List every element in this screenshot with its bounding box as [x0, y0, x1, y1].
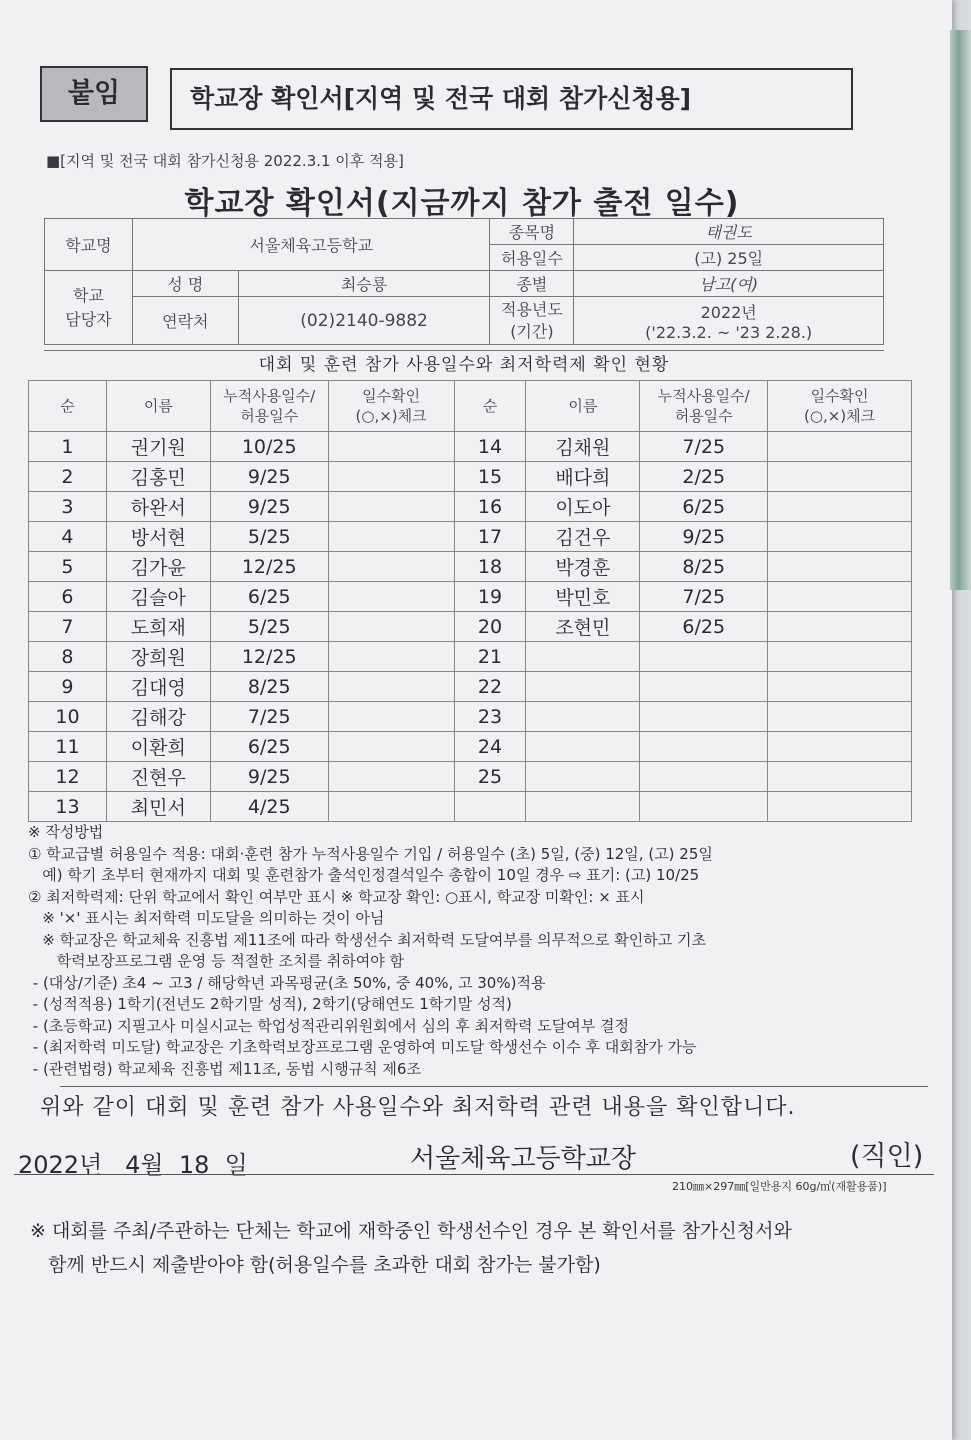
roster-header-cell: 순 [29, 381, 107, 432]
check-cell [768, 702, 912, 732]
check-cell [328, 492, 454, 522]
document-heading-box: 학교장 확인서[지역 및 전국 대회 참가신청용] [170, 68, 853, 130]
divider [14, 1174, 934, 1175]
roster-header-cell: 일수확인 (○,×)체크 [328, 381, 454, 432]
sport-value: 태권도 [574, 219, 884, 245]
student-no: 17 [454, 522, 526, 552]
student-no: 20 [454, 612, 526, 642]
table-row [29, 702, 912, 732]
student-name: 김건우 [526, 522, 640, 552]
student-name: 진현우 [106, 762, 210, 792]
student-name: 이환희 [106, 732, 210, 762]
student-no: 14 [454, 432, 526, 462]
roster-header-cell: 이름 [526, 381, 640, 432]
student-name [526, 642, 640, 672]
manager-label: 학교 담당자 [45, 271, 133, 345]
student-no [454, 792, 526, 822]
check-cell [768, 792, 912, 822]
student-name: 장희원 [106, 642, 210, 672]
allowed-days-label: 허용일수 [490, 245, 574, 271]
year-value: 2022년 [700, 302, 757, 322]
year-label: 적용년도 (기간) [490, 297, 574, 345]
instruction-line: - (대상/기준) 초4 ~ 고3 / 해당학년 과목평균(초 50%, 중 40%, 고 30%)적용 [28, 973, 546, 992]
principal-name: 서울체육고등학교장 [410, 1144, 637, 1174]
student-name: 조현민 [526, 612, 640, 642]
official-seal-mark: (직인) [850, 1141, 924, 1172]
student-no: 3 [29, 492, 107, 522]
student-days: 9/25 [210, 462, 328, 492]
student-no: 2 [29, 462, 107, 492]
student-name [526, 792, 640, 822]
paper-spec: 210㎜×297㎜[일반용지 60g/㎡(재활용품)] [672, 1180, 887, 1193]
applicability-note: ■[지역 및 전국 대회 참가신청용 2022.3.1 이후 적용] [46, 152, 404, 170]
student-name: 방서현 [106, 522, 210, 552]
table-row [29, 492, 912, 522]
instruction-line: ① 학교급별 허용일수 적용: 대회·훈련 참가 누적사용일수 기입 / 허용일수 (초) 5일, (중) 12일, (고) 25일 [28, 844, 713, 863]
check-cell [768, 582, 912, 612]
student-days: 6/25 [640, 492, 768, 522]
student-name: 배다희 [526, 462, 640, 492]
check-cell [768, 462, 912, 492]
table-row [29, 642, 912, 672]
student-no: 22 [454, 672, 526, 702]
check-cell [768, 522, 912, 552]
background-page-edge [950, 30, 971, 590]
check-cell [328, 792, 454, 822]
student-name: 김대영 [106, 672, 210, 702]
student-no: 4 [29, 522, 107, 552]
submission-note [30, 1214, 930, 1282]
student-name: 이도아 [526, 492, 640, 522]
gender-label: 종별 [490, 271, 574, 297]
instruction-line: ※ 작성방법 [28, 823, 104, 841]
sport-label: 종목명 [490, 219, 574, 245]
roster-header-cell: 누적사용일수/ 허용일수 [640, 381, 768, 432]
student-no: 1 [29, 432, 107, 462]
page-title: 학교장 확인서(지금까지 참가 출전 일수) [184, 186, 740, 221]
table-row [29, 462, 912, 492]
submission-note-line: 함께 반드시 제출받아야 함(허용일수를 초과한 대회 참가는 불가함) [30, 1254, 601, 1276]
student-days: 5/25 [210, 612, 328, 642]
student-name [526, 762, 640, 792]
writing-instructions [28, 822, 928, 1080]
student-days: 7/25 [640, 432, 768, 462]
student-days: 2/25 [640, 462, 768, 492]
gender-value: 남고(여) [574, 271, 884, 297]
roster-header-cell: 일수확인 (○,×)체크 [768, 381, 912, 432]
check-cell [768, 432, 912, 462]
student-no: 23 [454, 702, 526, 732]
student-days: 6/25 [640, 612, 768, 642]
student-no: 19 [454, 582, 526, 612]
student-no: 16 [454, 492, 526, 522]
school-name-label: 학교명 [45, 219, 133, 271]
student-days [640, 702, 768, 732]
check-cell [768, 732, 912, 762]
student-name: 최민서 [106, 792, 210, 822]
instruction-line: - (성적적용) 1학기(전년도 2학기말 성적), 2학기(당해연도 1학기말 성적) [28, 995, 512, 1013]
student-no: 8 [29, 642, 107, 672]
student-name: 하완서 [106, 492, 210, 522]
table-row [29, 612, 912, 642]
student-no: 21 [454, 642, 526, 672]
contact-label: 연락처 [132, 297, 238, 345]
instruction-line: ② 최저학력제: 단위 학교에서 확인 여부만 표시 ※ 학교장 확인: ○표시, 학교장 미확인: × 표시 [28, 887, 645, 906]
check-cell [328, 732, 454, 762]
student-no: 24 [454, 732, 526, 762]
school-name-value: 서울체육고등학교 [132, 219, 490, 271]
check-cell [328, 582, 454, 612]
student-no: 12 [29, 762, 107, 792]
instruction-line: - (초등학교) 지필고사 미실시교는 학업성적관리위원회에서 심의 후 최저학력 도달여부 결정 [28, 1016, 629, 1035]
name-label: 성 명 [132, 271, 238, 297]
student-no: 6 [29, 582, 107, 612]
student-days: 5/25 [210, 522, 328, 552]
check-cell [768, 492, 912, 522]
student-days [640, 672, 768, 702]
student-days [640, 732, 768, 762]
year-cell [574, 297, 884, 345]
student-no: 5 [29, 552, 107, 582]
student-no: 7 [29, 612, 107, 642]
table-row [29, 672, 912, 702]
student-days: 6/25 [210, 732, 328, 762]
table-row [29, 552, 912, 582]
student-name: 권기원 [106, 432, 210, 462]
roster-banner: 대회 및 훈련 참가 사용일수와 최저학력제 확인 현황 [44, 350, 884, 379]
attachment-tag: 붙임 [40, 66, 148, 122]
student-days [640, 642, 768, 672]
roster-header-cell: 누적사용일수/ 허용일수 [210, 381, 328, 432]
student-days [640, 762, 768, 792]
student-roster-table [28, 380, 912, 822]
period-value: ('22.3.2. ~ '23 2.28.) [645, 322, 813, 342]
check-cell [328, 462, 454, 492]
student-name [526, 702, 640, 732]
student-name [526, 732, 640, 762]
student-name [526, 672, 640, 702]
confirmation-statement: 위와 같이 대회 및 훈련 참가 사용일수와 최저학력 관련 내용을 확인합니다. [40, 1095, 796, 1120]
check-cell [328, 642, 454, 672]
student-no: 9 [29, 672, 107, 702]
check-cell [768, 762, 912, 792]
student-name: 김해강 [106, 702, 210, 732]
roster-header-cell: 이름 [106, 381, 210, 432]
student-days: 4/25 [210, 792, 328, 822]
table-row [29, 582, 912, 612]
student-name: 김홍민 [106, 462, 210, 492]
table-row [29, 732, 912, 762]
check-cell [328, 702, 454, 732]
student-no: 15 [454, 462, 526, 492]
check-cell [768, 552, 912, 582]
check-cell [328, 432, 454, 462]
contact-value: (02)2140-9882 [238, 297, 490, 345]
student-days: 9/25 [640, 522, 768, 552]
check-cell [768, 612, 912, 642]
student-days: 9/25 [210, 492, 328, 522]
student-no: 18 [454, 552, 526, 582]
instruction-line: 학력보장프로그램 운영 등 적절한 조치를 취하여야 함 [28, 952, 404, 970]
student-days [640, 792, 768, 822]
student-no: 10 [29, 702, 107, 732]
student-name: 박민호 [526, 582, 640, 612]
table-row [29, 432, 912, 462]
check-cell [328, 612, 454, 642]
table-row [29, 792, 912, 822]
instruction-line: ※ '×' 표시는 최저학력 미도달을 의미하는 것이 아님 [28, 909, 385, 927]
check-cell [328, 762, 454, 792]
check-cell [328, 672, 454, 702]
student-name: 김슬아 [106, 582, 210, 612]
table-row [29, 522, 912, 552]
issue-date: 2022년 4월 18 일 [18, 1151, 248, 1179]
name-value: 최승룡 [238, 271, 490, 297]
allowed-days-value: (고) 25일 [574, 245, 884, 271]
student-no: 25 [454, 762, 526, 792]
divider [60, 1086, 928, 1087]
student-days: 10/25 [210, 432, 328, 462]
check-cell [768, 672, 912, 702]
student-no: 11 [29, 732, 107, 762]
student-name: 박경훈 [526, 552, 640, 582]
student-name: 김채원 [526, 432, 640, 462]
instruction-line: - (최저학력 미도달) 학교장은 기초학력보장프로그램 운영하여 미도달 학생선수 이수 후 대회참가 가능 [28, 1038, 697, 1056]
student-days: 12/25 [210, 642, 328, 672]
check-cell [328, 552, 454, 582]
check-cell [768, 642, 912, 672]
instruction-line: 예) 학기 초부터 현재까지 대회 및 훈련참가 출석인정결석일수 총합이 10일 경우 ⇨ 표기: (고) 10/25 [28, 866, 700, 884]
student-name: 김가윤 [106, 552, 210, 582]
submission-note-line: ※ 대회를 주최/주관하는 단체는 학교에 재학중인 학생선수인 경우 본 확인서를 참가신청서와 [30, 1220, 792, 1242]
student-days: 7/25 [210, 702, 328, 732]
student-days: 8/25 [640, 552, 768, 582]
student-days: 6/25 [210, 582, 328, 612]
roster-header-cell: 순 [454, 381, 526, 432]
instruction-line: - (관련법령) 학교체육 진흥법 제11조, 동법 시행규칙 제6조 [28, 1059, 421, 1078]
student-name: 도희재 [106, 612, 210, 642]
student-days: 8/25 [210, 672, 328, 702]
instruction-line: ※ 학교장은 학교체육 진흥법 제11조에 따라 학생선수 최저학력 도달여부를 의무적으로 확인하고 기초 [28, 930, 707, 949]
student-days: 9/25 [210, 762, 328, 792]
table-row [29, 762, 912, 792]
check-cell [328, 522, 454, 552]
school-info-table [44, 218, 884, 345]
student-no: 13 [29, 792, 107, 822]
student-days: 7/25 [640, 582, 768, 612]
student-days: 12/25 [210, 552, 328, 582]
